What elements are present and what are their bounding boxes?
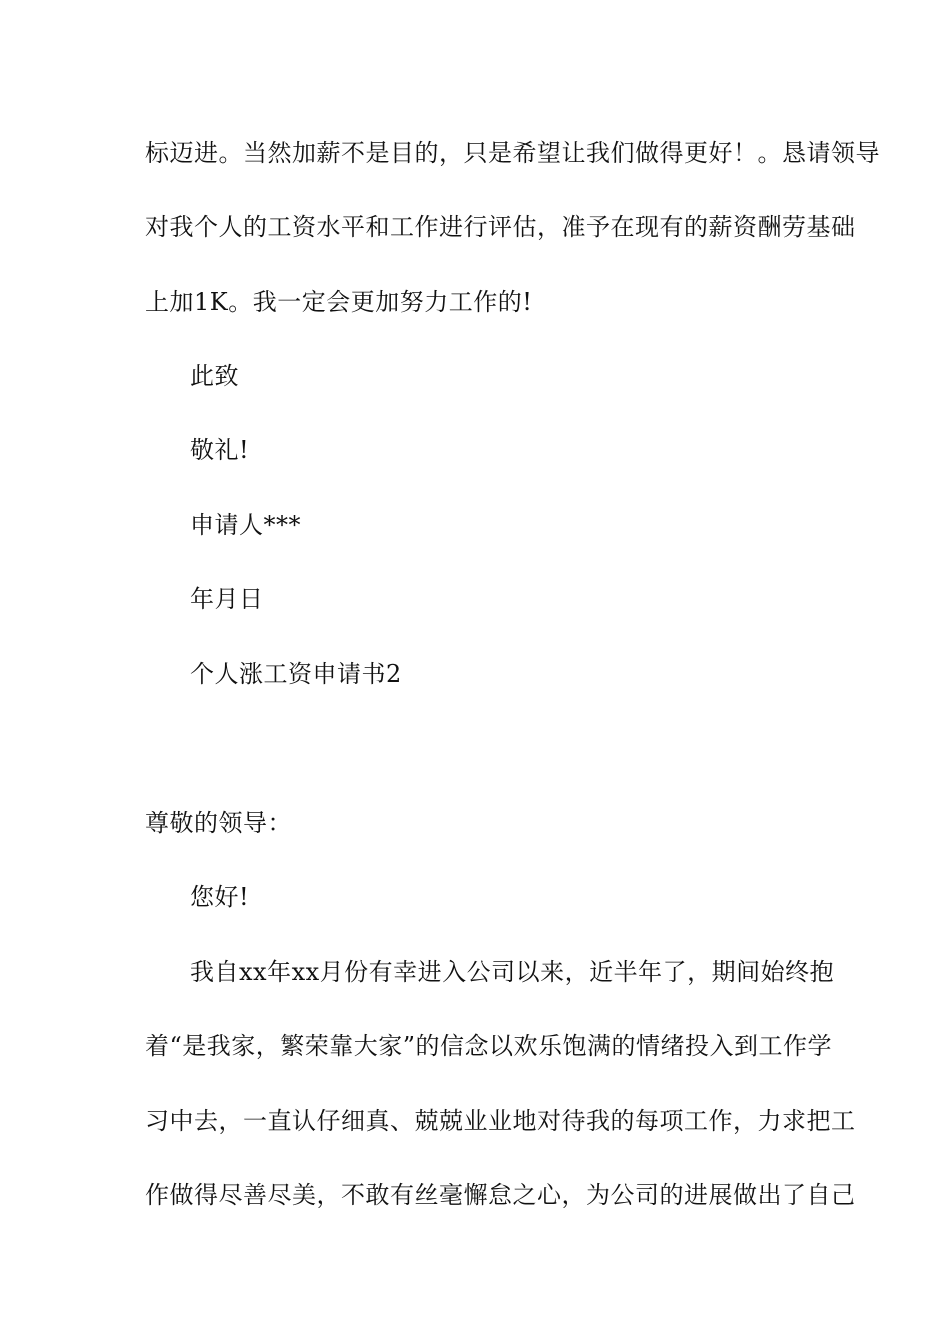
applicant-signature: 申请人*** [190, 511, 301, 539]
paragraph-line: 作做得尽善尽美，不敢有丝毫懈怠之心，为公司的进展做出了自己 [145, 1181, 856, 1209]
greeting-line: 您好! [190, 883, 250, 911]
paragraph-line: 上加1K。我一定会更加努力工作的! [145, 288, 533, 316]
date-line: 年月日 [190, 585, 264, 613]
greeting-recipient: 尊敬的领导： [145, 809, 292, 837]
closing-salutation: 敬礼! [190, 436, 250, 464]
paragraph-line: 我自xx年xx月份有幸进入公司以来，近半年了，期间始终抱 [190, 958, 835, 986]
section-title: 个人涨工资申请书2 [190, 660, 402, 688]
closing-line: 此致 [190, 362, 239, 390]
paragraph-line: 标迈进。当然加薪不是目的，只是希望让我们做得更好！。恳请领导 [145, 139, 880, 167]
paragraph-line: 对我个人的工资水平和工作进行评估，准予在现有的薪资酬劳基础 [145, 213, 856, 241]
paragraph-line: 着“是我家，繁荣靠大家”的信念以欢乐饱满的情绪投入到工作学 [145, 1032, 833, 1060]
paragraph-line: 习中去，一直认仔细真、兢兢业业地对待我的每项工作，力求把工 [145, 1107, 856, 1135]
